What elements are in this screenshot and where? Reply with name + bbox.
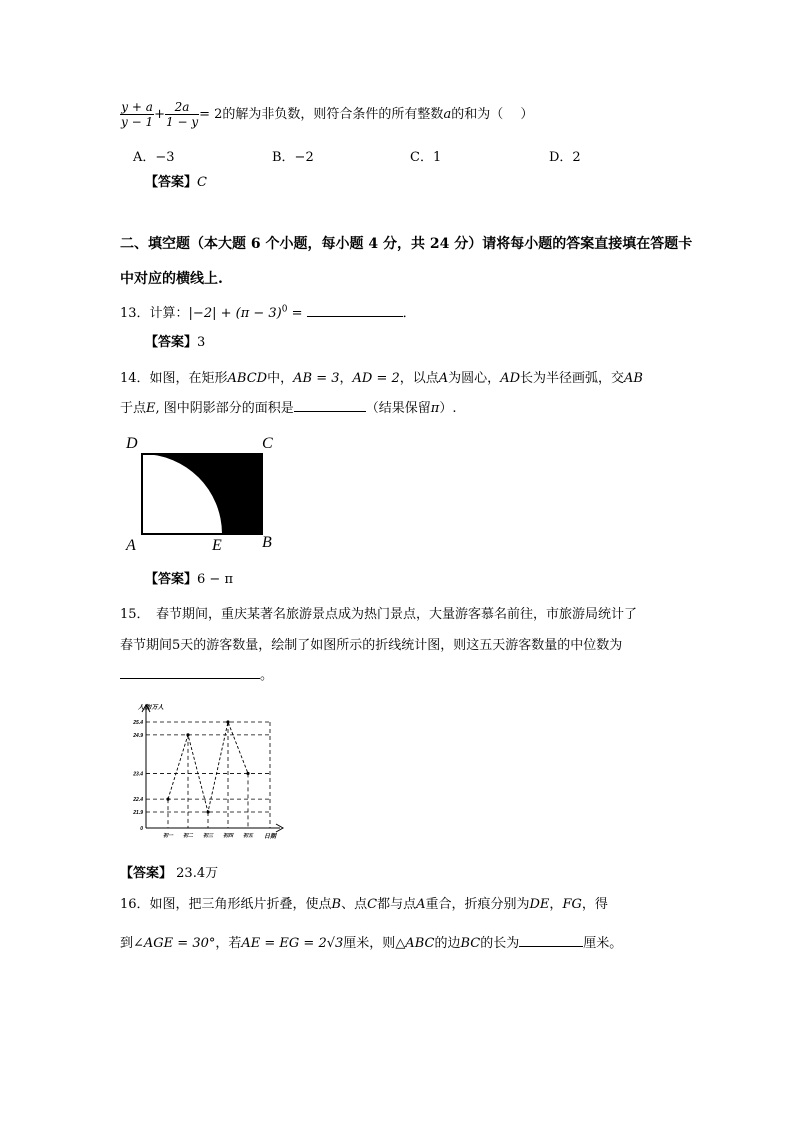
q14-blank <box>294 411 366 412</box>
q12-frac1-den: y − 1 <box>121 115 154 129</box>
q12-var-a: a <box>443 107 452 122</box>
q12-frac2-num: 2a <box>165 100 199 115</box>
q16-text-e: ，得 <box>581 897 608 912</box>
q14-comma: ， <box>339 371 353 386</box>
q15-answer <box>120 862 218 881</box>
q16-fg: FG <box>562 897 582 912</box>
q16-text-d: 重合，折痕分别为 <box>425 897 530 912</box>
q12-eq: = 2 <box>199 107 223 122</box>
q15-line3 <box>120 664 273 683</box>
chart-y-tick-label: 23.4 <box>133 771 143 778</box>
q14-point-a: A <box>438 371 449 386</box>
q14-line2 <box>120 397 456 416</box>
q16-bc: BC <box>460 936 481 951</box>
q13-stem <box>120 302 416 321</box>
q12-fraction-1 <box>120 100 154 129</box>
q13-answer <box>145 331 205 350</box>
chart-x-tick-label: 初二 <box>182 833 194 839</box>
q16-text-h: 厘米，则 <box>343 936 396 951</box>
q15-num-5: 5 <box>172 638 181 653</box>
chart-point <box>206 810 209 813</box>
q16-text-b: 、点 <box>341 897 368 912</box>
chart-ticks <box>132 720 254 839</box>
q16-text-g: ，若 <box>215 936 242 951</box>
q14-answer-label: 【答案】 <box>145 572 198 587</box>
q14-text-h: （结果保留 <box>365 401 431 416</box>
q16-line1 <box>120 893 608 912</box>
q15-line-chart <box>120 700 290 845</box>
q12-option-d: D．2 <box>549 150 581 165</box>
q12-answer <box>145 171 207 190</box>
q16-text-c: 都与点 <box>377 897 417 912</box>
q13-expr: |−2| + (π − 3) <box>188 306 282 321</box>
q12-text2: 的和为（ ） <box>451 107 534 122</box>
q14-answer-value: 6 − π <box>197 572 233 587</box>
chart-x-tick-label: 初一 <box>162 833 174 839</box>
q14-ad2: AD <box>500 371 520 386</box>
chart-y-tick-label: 22.4 <box>133 797 143 804</box>
q13-suffix: ． <box>402 306 416 321</box>
q14-label-b: B <box>262 534 272 551</box>
q16-point-c: C <box>367 897 378 912</box>
q14-answer <box>145 568 233 587</box>
q16-text-j: 的长为 <box>480 936 520 951</box>
chart-series-line <box>168 722 248 812</box>
chart-series <box>166 720 249 813</box>
q12-answer-label: 【答案】 <box>145 175 198 190</box>
q14-text-a: 14．如图，在矩形 <box>120 371 228 386</box>
q15-answer-value: 23.4万 <box>176 866 219 881</box>
q14-text-f: 于点 <box>120 401 147 416</box>
q16-comma: ， <box>549 897 563 912</box>
q14-text-d: 为圆心， <box>448 371 501 386</box>
q12-frac2-den: 1 − y <box>166 115 199 129</box>
q16-blank <box>519 946 583 947</box>
chart-y-tick-label: 24.9 <box>133 732 143 739</box>
q16-angle: ∠AGE = 30° <box>133 936 216 951</box>
q14-text-i: ）. <box>439 401 457 416</box>
q16-text-f: 到 <box>120 936 134 951</box>
q12-answer-value: C <box>197 175 207 190</box>
q12-plus: + <box>154 107 166 122</box>
q14-text-b: 中， <box>267 371 294 386</box>
q12-option-c: C．1 <box>410 150 442 165</box>
q14-ab2: AB <box>624 371 643 386</box>
q13-answer-value: 3 <box>197 335 206 350</box>
chart-y-axis-label: 人数/万人 <box>138 705 164 711</box>
q16-de: DE <box>529 897 550 912</box>
chart-point <box>246 772 249 775</box>
q14-text-c: ，以点 <box>399 371 439 386</box>
q15-line1: 15． 春节期间，重庆某著名旅游景点成为热门景点，大量游客慕名前往，市旅游局统计了 <box>120 607 638 622</box>
q14-rectangle-figure <box>120 428 290 558</box>
q16-point-b: B <box>331 897 342 912</box>
chart-point <box>226 720 229 723</box>
q12-frac1-num: y + a <box>121 100 153 114</box>
q13-eq: = <box>287 306 307 321</box>
q16-triangle: △ABC <box>395 936 435 951</box>
q14-label-d: D <box>126 435 138 452</box>
q14-ad: AD = 2 <box>352 371 400 386</box>
q14-text-e: 长为半径画弧，交 <box>520 371 625 386</box>
q14-label-e: E <box>212 537 222 554</box>
chart-y-tick-label: 25.4 <box>133 720 143 726</box>
q13-exponent: 0 <box>281 304 288 315</box>
q15-answer-label: 【答案】 <box>120 866 173 881</box>
chart-y-tick-label: 0 <box>140 826 143 832</box>
q16-text-k: 厘米。 <box>583 936 623 951</box>
q14-point-e: E <box>146 401 156 416</box>
chart-y-tick-label: 21.9 <box>133 810 143 816</box>
q14-label-a: A <box>126 537 136 554</box>
section2-heading-line2: 中对应的横线上. <box>120 271 223 287</box>
q14-line1 <box>120 367 643 386</box>
q14-ab: AB = 3 <box>293 371 340 386</box>
chart-x-tick-label: 初三 <box>202 833 214 839</box>
q12-stem <box>120 100 533 129</box>
q12-option-a: A．−3 <box>133 150 175 165</box>
q13-blank <box>307 316 403 317</box>
q14-label-c: C <box>262 435 273 452</box>
q12-option-b: B．−2 <box>272 150 314 165</box>
chart-point <box>186 733 189 736</box>
q12-text: 的解为非负数，则符合条件的所有整数 <box>222 107 444 122</box>
q12-fraction-2 <box>165 100 199 129</box>
q14-pi: π <box>430 401 440 416</box>
q16-point-a: A <box>416 897 426 912</box>
chart-point <box>166 798 169 801</box>
chart-axes <box>137 703 283 840</box>
q14-text-g: , 图中阴影部分的面积是 <box>155 401 294 416</box>
q15-period: 。 <box>260 668 274 683</box>
q16-line2 <box>120 932 622 951</box>
q15-line2 <box>120 634 622 653</box>
chart-x-tick-label: 初五 <box>242 833 254 839</box>
q16-ae-eg: AE = EG = 2√3 <box>241 936 344 951</box>
q16-text-a: 16．如图，把三角形纸片折叠，使点 <box>120 897 332 912</box>
section2-heading-line1: 二、填空题（本大题 6 个小题，每小题 4 分，共 24 分）请将每小题的答案直接填在答题卡 <box>120 236 693 252</box>
q14-abcd: ABCD <box>227 371 268 386</box>
q13-answer-label: 【答案】 <box>145 335 198 350</box>
chart-x-tick-label: 初四 <box>222 833 234 839</box>
chart-x-axis-label: 日期 <box>264 834 277 840</box>
q15-blank <box>120 678 260 679</box>
q15-text-b: 天的游客数量，绘制了如图所示的折线统计图，则这五天游客数量的中位数为 <box>180 638 623 653</box>
q13-prefix: 13．计算： <box>120 306 189 321</box>
q16-text-i: 的边 <box>434 936 461 951</box>
q15-text-a: 春节期间 <box>120 638 173 653</box>
